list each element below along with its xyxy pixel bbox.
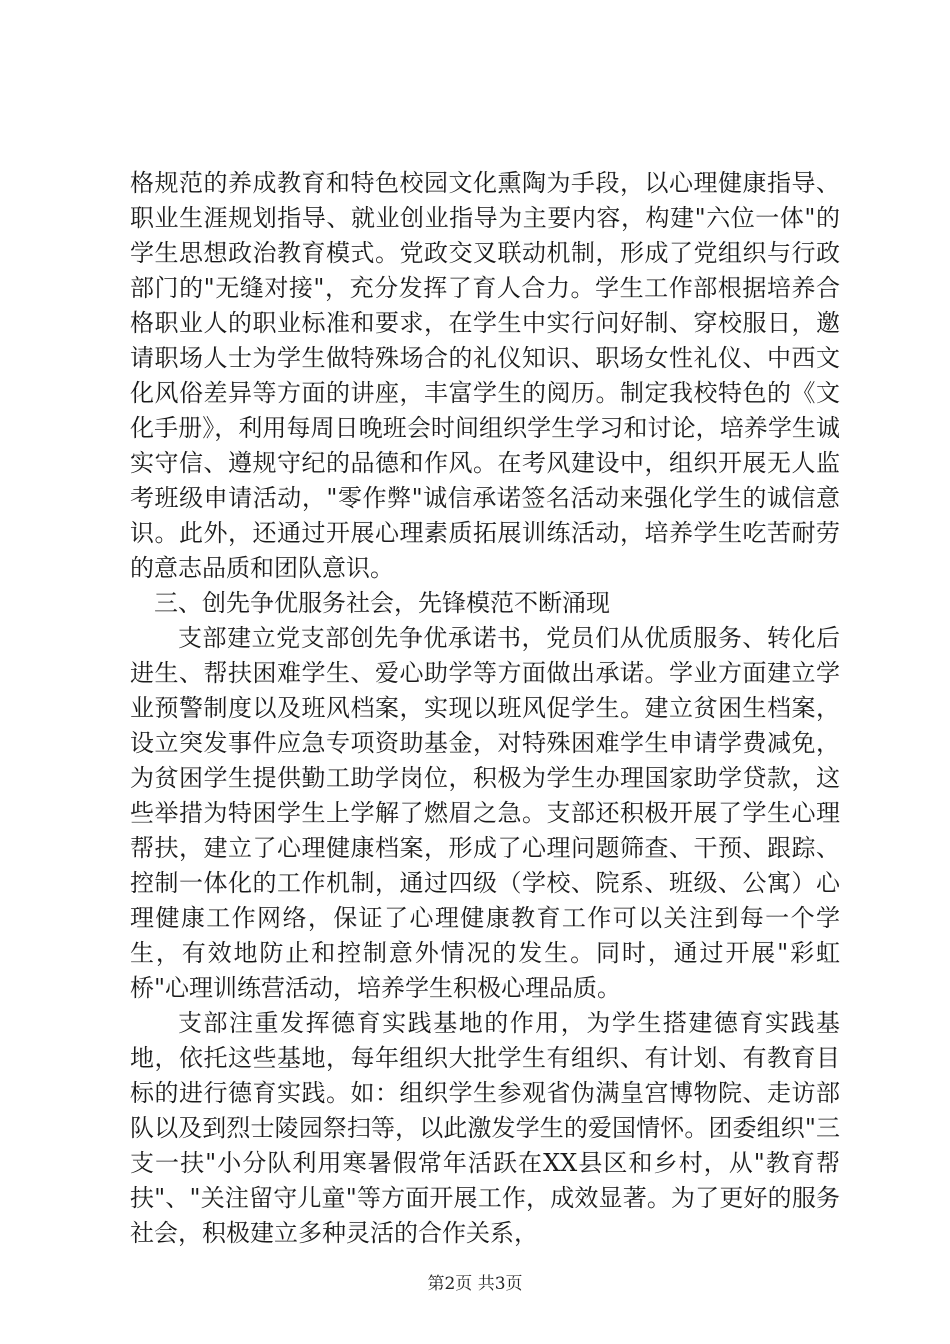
section-heading: 三、创先争优服务社会，先锋模范不断涌现	[154, 589, 610, 617]
paragraph-party-branch-pledge: 支部建立党支部创先争优承诺书，党员们从优质服务、转化后进生、帮扶困难学生、爱心助学等方面做出承诺。学业方面建立学业预警制度以及班风档案，实现以班风促学生。建立贫困生档案，设立突发事件应急专项资助基金，对特殊困难学生申请学费减免，为贫困学生提供勤工助学岗位，积极为学生办理国家助学贷款，这些举措为特困学生上学解了燃眉之急。支部还积极开展了学生心理帮扶，建立了心理健康档案，形成了心理问题筛查、干预、跟踪、控制一体化的工作机制，通过四级（学校、院系、班级、公寓）心理健康工作网络，保证了心理健康教育工作可以关注到每一个学生，有效地防止和控制意外情况的发生。同时，通过开展"彩虹桥"心理训练营活动，培养学生积极心理品质。	[130, 624, 840, 1002]
document-body	[130, 166, 840, 1251]
paragraph-moral-education-base: 支部注重发挥德育实践基地的作用，为学生搭建德育实践基地，依托这些基地，每年组织大批学生有组织、有计划、有教育目标的进行德育实践。如：组织学生参观省伪满皇宫博物院、走访部队以及到烈士陵园祭扫等，以此激发学生的爱国情怀。团委组织"三支一扶"小分队利用寒暑假常年活跃在XX县区和乡村，从"教育帮扶"、"关注留守儿童"等方面开展工作，成效显著。为了更好的服务社会，积极建立多种灵活的合作关系，	[130, 1009, 840, 1247]
page-footer: 第2页 共3页	[427, 1274, 523, 1294]
paragraph-continuation: 格规范的养成教育和特色校园文化熏陶为手段，以心理健康指导、职业生涯规划指导、就业创业指导为主要内容，构建"六位一体"的学生思想政治教育模式。党政交叉联动机制，形成了党组织与行政部门的"无缝对接"，充分发挥了育人合力。学生工作部根据培养合格职业人的职业标准和要求，在学生中实行问好制、穿校服日，邀请职场人士为学生做特殊场合的礼仪知识、职场女性礼仪、中西文化风俗差异等方面的讲座，丰富学生的阅历。制定我校特色的《文化手册》，利用每周日晚班会时间组织学生学习和讨论，培养学生诚实守信、遵规守纪的品德和作风。在考风建设中，组织开展无人监考班级申请活动，"零作弊"诚信承诺签名活动来强化学生的诚信意识。此外，还通过开展心理素质拓展训练活动，培养学生吃苦耐劳的意志品质和团队意识。	[130, 169, 840, 582]
